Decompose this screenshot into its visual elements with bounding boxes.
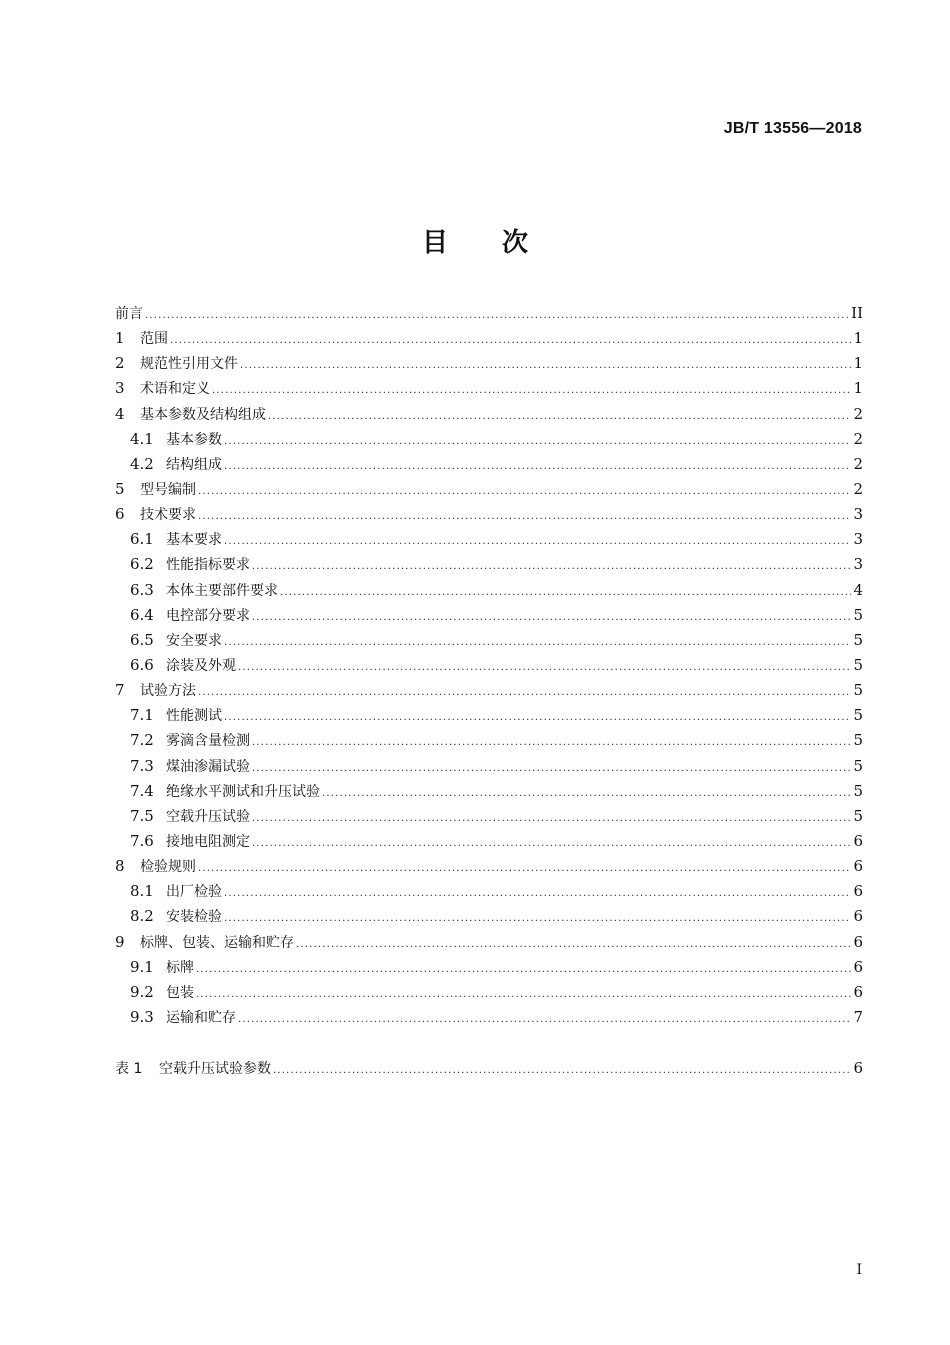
toc-number: 8 — [115, 857, 125, 876]
toc-page: 5 — [853, 781, 863, 800]
toc-label: 试验方法 — [140, 683, 196, 700]
toc-page: 6 — [853, 932, 863, 951]
toc-leader — [296, 932, 851, 957]
toc-leader — [198, 856, 851, 881]
toc-page: 5 — [853, 731, 863, 750]
toc-page: 3 — [853, 555, 863, 574]
toc-leader — [224, 529, 851, 554]
toc-leader — [322, 781, 851, 806]
toc-page: 6 — [853, 957, 863, 976]
toc-entry[interactable] — [115, 326, 863, 351]
toc-number: 7.5 — [130, 806, 154, 825]
toc-leader — [238, 655, 851, 680]
toc-leader — [268, 404, 851, 429]
toc-leader — [224, 906, 851, 931]
toc-entry[interactable] — [115, 351, 863, 376]
toc-leader — [145, 303, 849, 328]
toc-leader — [198, 680, 851, 705]
toc-leader — [252, 756, 851, 781]
toc-label: 雾滴含量检测 — [166, 733, 250, 750]
page-title — [0, 222, 950, 259]
toc-subentry[interactable] — [115, 980, 863, 1005]
toc-spacer — [115, 1030, 863, 1056]
toc-label: 标牌 — [166, 959, 194, 976]
toc-number: 7.1 — [130, 706, 154, 725]
toc-label: 标牌、包装、运输和贮存 — [140, 934, 294, 951]
toc-number: 9.3 — [130, 1007, 154, 1026]
toc-number: 7.3 — [130, 756, 154, 775]
toc-leader — [252, 730, 851, 755]
toc-page: 5 — [853, 605, 863, 624]
toc-label: 接地电阻测定 — [166, 833, 250, 850]
toc-leader — [224, 429, 851, 454]
toc-page: 5 — [853, 630, 863, 649]
footer-page-number: I — [856, 1262, 862, 1278]
toc-label: 空载升压试验 — [166, 808, 250, 825]
toc-subentry[interactable] — [115, 754, 863, 779]
toc-label: 出厂检验 — [166, 884, 222, 901]
toc-subentry[interactable] — [115, 452, 863, 477]
toc-page: 2 — [853, 454, 863, 473]
toc-label: 安装检验 — [166, 909, 222, 926]
toc-page: 4 — [853, 580, 863, 599]
toc-number: 6.4 — [130, 605, 154, 624]
toc-leader — [196, 982, 851, 1007]
toc-leader — [224, 630, 851, 655]
toc-label: 检验规则 — [140, 859, 196, 876]
toc-page: 6 — [853, 857, 863, 876]
toc-label: 本体主要部件要求 — [166, 582, 278, 599]
toc-number: 6.1 — [130, 530, 154, 549]
toc-subentry[interactable] — [115, 829, 863, 854]
toc-page: 2 — [853, 404, 863, 423]
toc-label: 范围 — [140, 331, 168, 348]
toc-label: 绝缘水平测试和升压试验 — [166, 783, 320, 800]
toc-leader — [212, 378, 851, 403]
toc-page: 6 — [853, 907, 863, 926]
toc-number: 9.2 — [130, 982, 154, 1001]
toc-entry-foreword[interactable] — [115, 301, 863, 326]
toc-page: 5 — [853, 655, 863, 674]
toc-entry[interactable] — [115, 854, 863, 879]
toc-leader — [252, 554, 851, 579]
toc-label: 基本参数及结构组成 — [140, 406, 266, 423]
standard-code: JB/T 13556—2018 — [723, 120, 862, 137]
toc-subentry[interactable] — [115, 552, 863, 577]
toc-label: 前言 — [115, 306, 143, 322]
toc-number: 2 — [115, 354, 125, 373]
toc-subentry[interactable] — [115, 779, 863, 804]
toc-label: 技术要求 — [140, 507, 196, 524]
toc-page: 2 — [853, 479, 863, 498]
toc-subentry[interactable] — [115, 653, 863, 678]
toc-entry[interactable] — [115, 930, 863, 955]
toc-subentry[interactable] — [115, 527, 863, 552]
toc-number: 7.4 — [130, 781, 154, 800]
toc-subentry[interactable] — [115, 804, 863, 829]
toc-label: 结构组成 — [166, 456, 222, 473]
toc-page: 6 — [853, 1059, 863, 1078]
toc-number: 7.6 — [130, 831, 154, 850]
toc-subentry[interactable] — [115, 427, 863, 452]
toc-label: 涂装及外观 — [166, 657, 236, 674]
toc-number: 9.1 — [130, 957, 154, 976]
toc-leader — [198, 504, 851, 529]
toc-label: 包装 — [166, 984, 194, 1001]
toc-label: 基本要求 — [166, 532, 222, 549]
toc-number: 6.3 — [130, 580, 154, 599]
toc-number: 6.6 — [130, 655, 154, 674]
title-char-2: 次 — [502, 228, 529, 258]
toc-number: 4.1 — [130, 429, 154, 448]
title-char-1: 目 — [421, 228, 448, 258]
toc-page: 5 — [853, 756, 863, 775]
toc-page: 1 — [853, 379, 863, 398]
toc-subentry[interactable] — [115, 578, 863, 603]
toc-number: 9 — [115, 932, 125, 951]
toc-label: 术语和定义 — [140, 381, 210, 398]
toc-leader — [224, 454, 851, 479]
toc-page: 3 — [853, 505, 863, 524]
toc-leader — [224, 705, 851, 730]
toc-leader — [198, 479, 851, 504]
toc-page: 5 — [853, 681, 863, 700]
toc-number: 4.2 — [130, 454, 154, 473]
toc-entry[interactable] — [115, 502, 863, 527]
toc-page: II — [851, 304, 863, 322]
table-label: 空载升压试验参数 — [159, 1061, 271, 1078]
toc-leader — [252, 806, 851, 831]
toc-page: 7 — [853, 1007, 863, 1026]
table-of-contents — [115, 301, 863, 1081]
toc-subentry[interactable] — [115, 603, 863, 628]
toc-leader — [224, 881, 851, 906]
toc-label: 性能测试 — [166, 708, 222, 725]
toc-number: 5 — [115, 479, 125, 498]
toc-page: 6 — [853, 882, 863, 901]
toc-number: 1 — [115, 329, 125, 348]
toc-page: 6 — [853, 982, 863, 1001]
toc-number: 3 — [115, 379, 125, 398]
toc-number: 8.2 — [130, 907, 154, 926]
toc-page: 1 — [853, 354, 863, 373]
toc-page: 6 — [853, 831, 863, 850]
toc-leader — [240, 353, 851, 378]
toc-label: 电控部分要求 — [166, 607, 250, 624]
toc-label: 性能指标要求 — [166, 557, 250, 574]
toc-entry[interactable] — [115, 678, 863, 703]
toc-number: 6.2 — [130, 555, 154, 574]
toc-entry[interactable] — [115, 477, 863, 502]
toc-number: 6.5 — [130, 630, 154, 649]
toc-table-entry[interactable] — [115, 1056, 863, 1081]
toc-subentry[interactable] — [115, 879, 863, 904]
toc-page: 3 — [853, 530, 863, 549]
toc-label: 基本参数 — [166, 431, 222, 448]
toc-label: 运输和贮存 — [166, 1009, 236, 1026]
toc-page: 1 — [853, 329, 863, 348]
toc-leader — [252, 605, 851, 630]
toc-number: 7 — [115, 681, 125, 700]
toc-entry[interactable] — [115, 402, 863, 427]
toc-subentry[interactable] — [115, 703, 863, 728]
toc-leader — [238, 1007, 851, 1032]
toc-leader — [196, 957, 851, 982]
toc-number: 6 — [115, 505, 125, 524]
toc-number: 7.2 — [130, 731, 154, 750]
toc-page: 2 — [853, 429, 863, 448]
toc-subentry[interactable] — [115, 904, 863, 929]
toc-subentry[interactable] — [115, 1005, 863, 1030]
table-number: 表 1 — [115, 1061, 143, 1078]
toc-page: 5 — [853, 806, 863, 825]
toc-leader — [273, 1058, 851, 1083]
toc-entry[interactable] — [115, 376, 863, 401]
toc-label: 煤油渗漏试验 — [166, 758, 250, 775]
toc-label: 型号编制 — [140, 481, 196, 498]
toc-leader — [170, 328, 851, 353]
toc-number: 4 — [115, 404, 125, 423]
toc-leader — [280, 580, 851, 605]
toc-label: 规范性引用文件 — [140, 356, 238, 373]
toc-subentry[interactable] — [115, 955, 863, 980]
toc-label: 安全要求 — [166, 632, 222, 649]
toc-subentry[interactable] — [115, 728, 863, 753]
toc-number: 8.1 — [130, 882, 154, 901]
toc-leader — [252, 831, 851, 856]
toc-page: 5 — [853, 706, 863, 725]
toc-subentry[interactable] — [115, 628, 863, 653]
